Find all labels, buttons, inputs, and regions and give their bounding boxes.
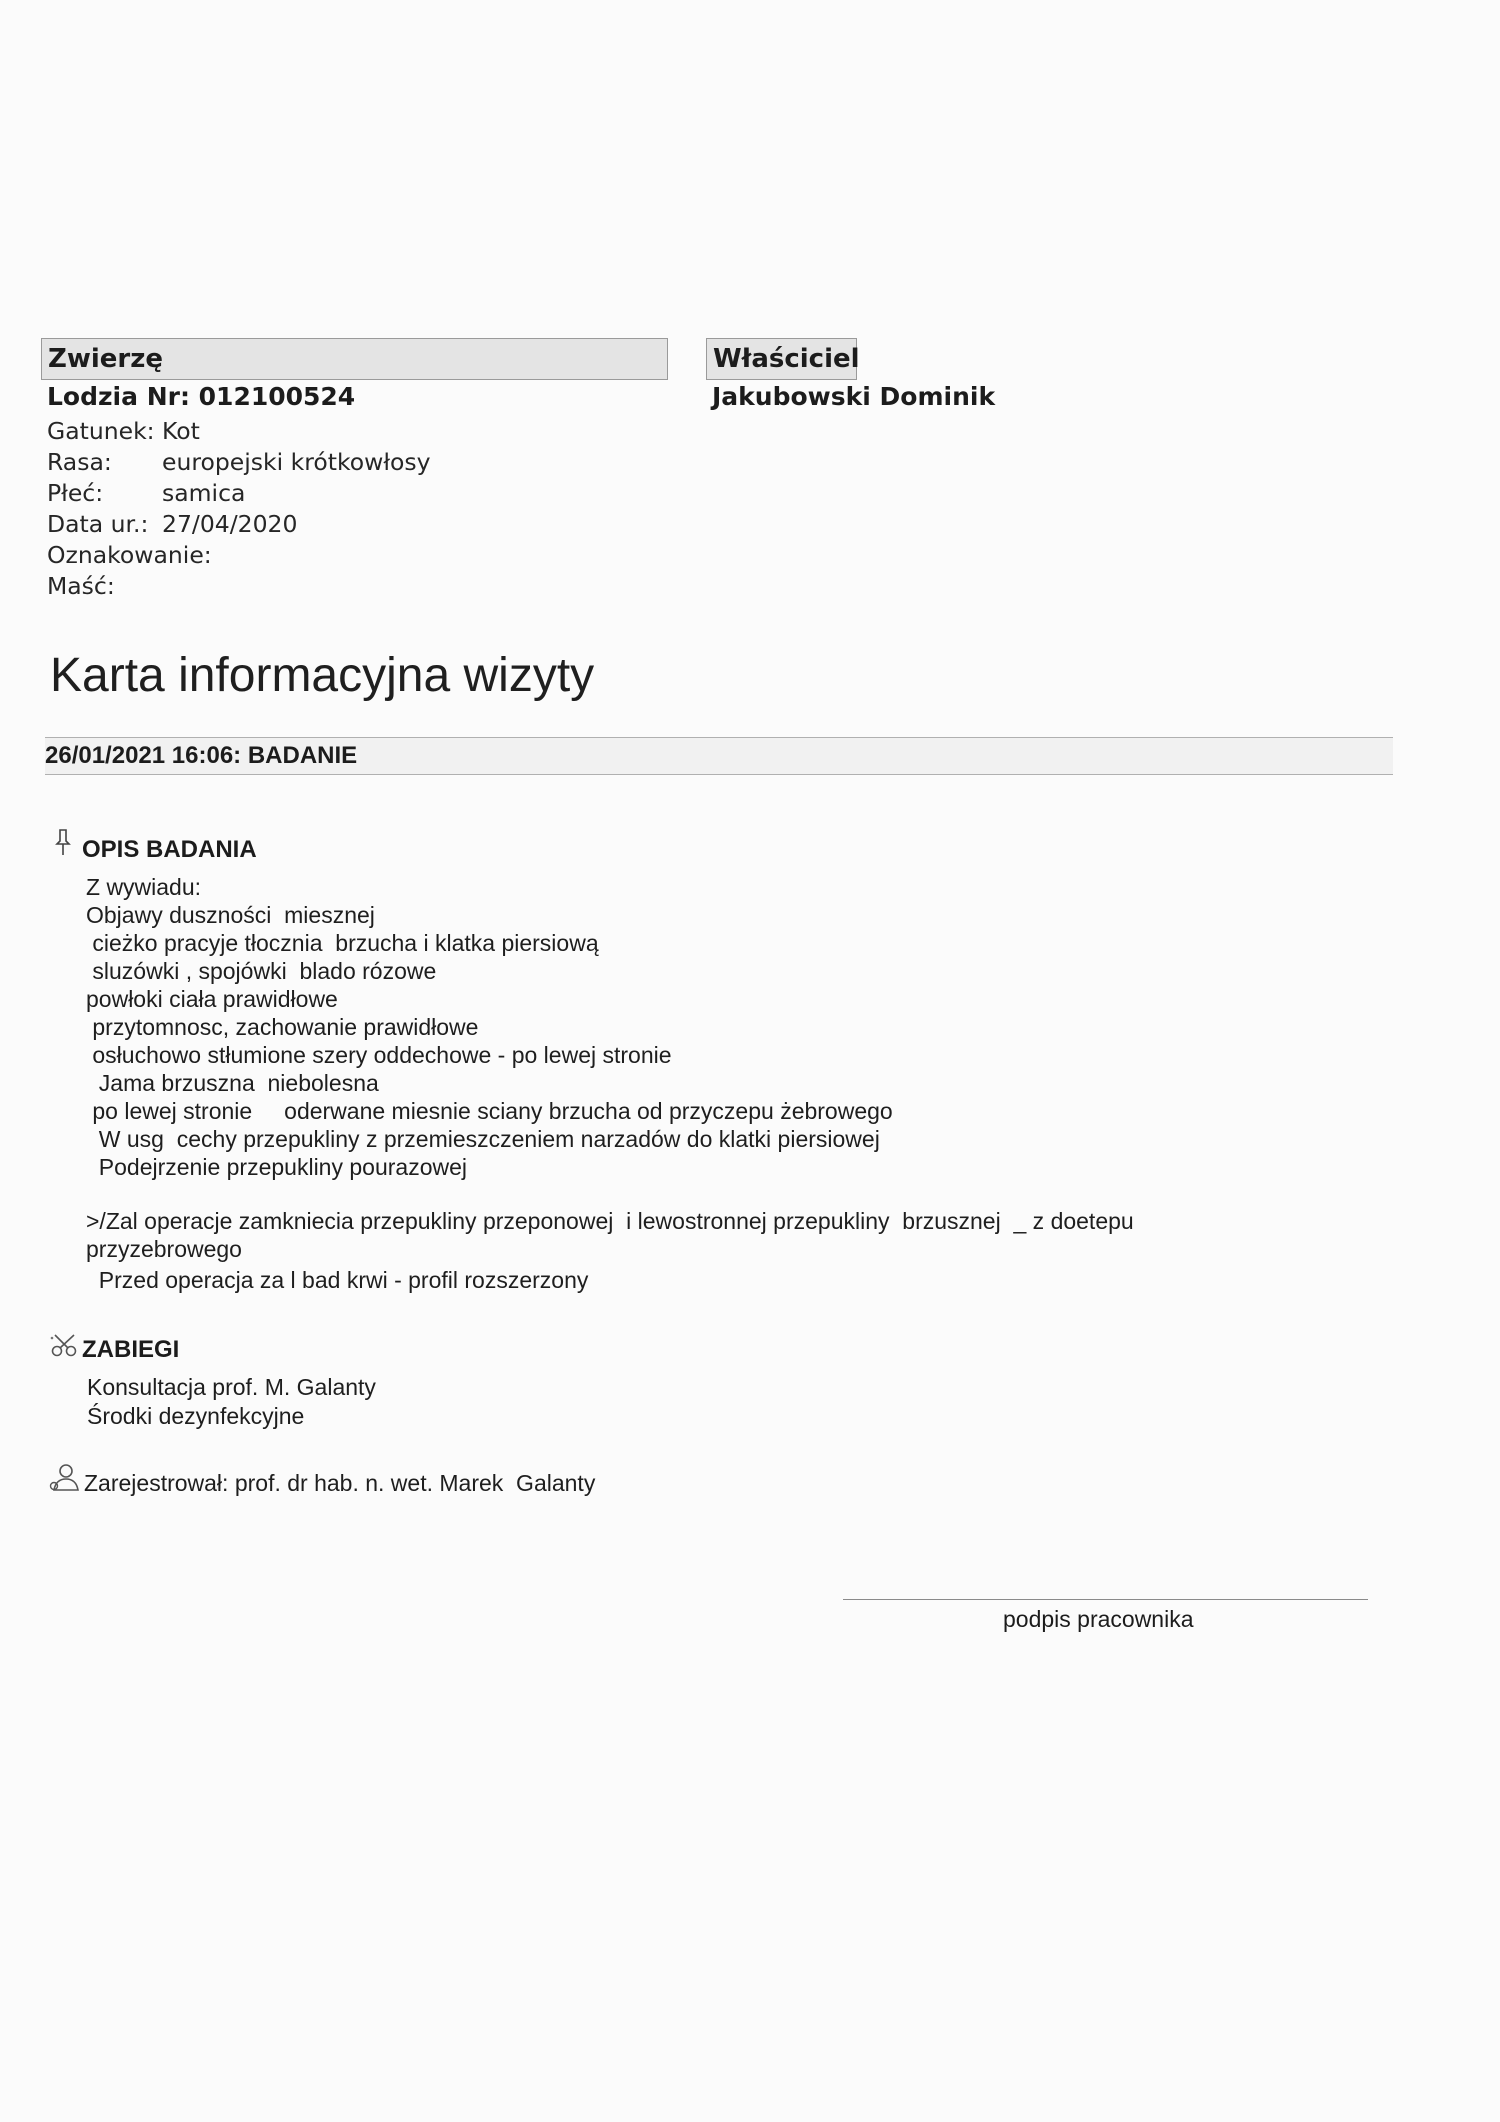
animal-species-row (47, 417, 200, 445)
species-label: Gatunek: (47, 417, 155, 445)
scissors-icon (50, 1332, 82, 1358)
exam-line: powłoki ciała prawidłowe (86, 986, 338, 1012)
species-value: Kot (162, 417, 200, 445)
breed-value: europejski krótkowłosy (162, 448, 431, 476)
owner-box-header: Właściciel (706, 338, 857, 380)
sex-label: Płeć: (47, 479, 104, 507)
procedure-item: Konsultacja prof. M. Galanty (87, 1374, 376, 1400)
exam-line: Jama brzuszna niebolesna (86, 1070, 379, 1096)
exam-line: osłuchowo stłumione szery oddechowe - po lewej stronie (86, 1042, 672, 1068)
owner-name: Jakubowski Dominik (712, 382, 996, 411)
signature-label: podpis pracownika (1003, 1606, 1194, 1632)
animal-sex-row (47, 479, 245, 507)
visit-header: 26/01/2021 16:06: BADANIE (45, 737, 1393, 775)
exam-line: po lewej stronie oderwane miesnie sciany brzucha od przyczepu żebrowego (86, 1098, 893, 1124)
exam-line: sluzówki , spojówki blado rózowe (86, 958, 437, 984)
animal-birthdate-row (47, 510, 297, 538)
exam-heading: OPIS BADANIA (82, 836, 257, 863)
exam-line: Z wywiadu: (86, 874, 202, 900)
exam-line: Objawy duszności miesznej (86, 902, 375, 928)
exam-line: cieżko pracyje tłocznia brzucha i klatka piersiową (86, 930, 599, 956)
user-icon (48, 1462, 82, 1492)
exam-line: W usg cechy przepukliny z przemieszczeniem narzadów do klatki piersiowej (86, 1126, 880, 1152)
birthdate-label: Data ur.: (47, 510, 149, 538)
animal-name-number: Lodzia Nr: 012100524 (47, 382, 356, 411)
animal-box-header: Zwierzę (41, 338, 668, 380)
animal-breed-row (47, 448, 431, 476)
birthdate-value: 27/04/2020 (162, 510, 298, 538)
color-label: Maść: (47, 572, 115, 600)
exam-line: Podejrzenie przepukliny pourazowej (86, 1154, 467, 1180)
marking-label: Oznakowanie: (47, 541, 212, 569)
exam-line: Przed operacja za l bad krwi - profil rozszerzony (86, 1267, 589, 1293)
registered-by: Zarejestrował: prof. dr hab. n. wet. Marek Galanty (84, 1470, 596, 1496)
exam-line: przyzebrowego (86, 1236, 242, 1262)
exam-line: >/Zal operacje zamkniecia przepukliny przeponowej i lewostronnej przepukliny brzusznej _ z doetepu (86, 1208, 1134, 1234)
exam-line: przytomnosc, zachowanie prawidłowe (86, 1014, 479, 1040)
document-title: Karta informacyjna wizyty (50, 649, 595, 702)
breed-label: Rasa: (47, 448, 112, 476)
animal-marking-row (47, 541, 212, 569)
signature-line (843, 1599, 1368, 1600)
animal-color-row (47, 572, 115, 600)
pin-icon (54, 828, 72, 856)
sex-value: samica (162, 479, 246, 507)
procedure-item: Środki dezynfekcyjne (87, 1403, 305, 1429)
procedures-heading: ZABIEGI (82, 1336, 180, 1363)
